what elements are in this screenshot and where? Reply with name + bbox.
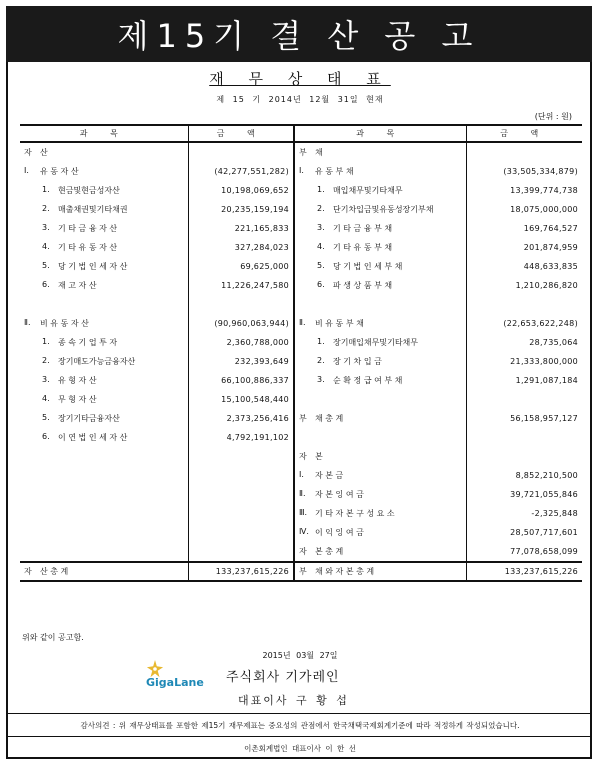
left-amount-cell: [188, 466, 294, 485]
right-item-label: 기 타 금 융 부 채: [333, 224, 393, 233]
right-item-cell: [294, 352, 466, 371]
left-amount-cell: 2,373,256,416: [188, 409, 294, 428]
right-item-mark: 자: [299, 547, 307, 556]
table-row: [20, 523, 582, 542]
left-item-label: 당 기 법 인 세 자 산: [58, 262, 128, 271]
left-item-cell: [20, 390, 188, 409]
right-amount-cell: (33,505,334,879): [503, 167, 578, 176]
right-item-label: 장 기 차 입 금: [333, 357, 382, 366]
table-row: [20, 390, 582, 409]
right-item-cell: [294, 314, 466, 333]
right-item-mark: 1.: [317, 337, 325, 346]
header-item-left: 과 목: [20, 125, 188, 142]
table-row: [20, 504, 582, 523]
left-item-label: 종 속 기 업 투 자: [58, 338, 118, 347]
left-item-label: 산: [40, 148, 48, 157]
left-item-cell: [20, 466, 188, 485]
announcement-date: 2015년 03월 27일: [262, 651, 338, 660]
right-item-cell: [294, 504, 466, 523]
total-left-text: 산 총 계: [40, 567, 69, 576]
left-item-label: 이 연 법 인 세 자 산: [58, 433, 128, 442]
statement-title: 재 무 상 태 표: [209, 70, 391, 88]
left-item-label: 무 형 자 산: [58, 395, 97, 404]
left-item-cell: [20, 333, 188, 352]
left-item-mark: 3.: [42, 375, 50, 384]
table-row: [20, 314, 582, 333]
right-item-label: 유 동 부 채: [315, 167, 354, 176]
left-item-mark: 1.: [42, 337, 50, 346]
right-item-mark: Ⅱ.: [299, 489, 306, 498]
table-row: [20, 200, 582, 219]
right-item-mark: 5.: [317, 261, 325, 270]
right-amount-cell: 13,399,774,738: [510, 186, 578, 195]
left-item-mark: 1.: [42, 185, 50, 194]
left-amount-cell: 20,235,159,194: [188, 200, 294, 219]
right-item-label: 순 확 정 급 여 부 채: [333, 376, 403, 385]
right-item-label: 본 총 계: [315, 547, 344, 556]
unit-label: (단위 : 원): [534, 112, 572, 121]
divider-bottom: [8, 736, 590, 737]
right-item-cell: [294, 447, 466, 466]
right-amount-cell: 28,735,064: [529, 338, 578, 347]
right-item-mark: 3.: [317, 375, 325, 384]
table-row: [20, 142, 582, 162]
right-item-mark: Ⅰ.: [299, 470, 304, 479]
left-amount-cell: [188, 295, 294, 314]
left-item-mark: 3.: [42, 223, 50, 232]
left-item-label: 기 타 금 융 자 산: [58, 224, 118, 233]
right-amount-cell: [466, 447, 582, 466]
right-amount-cell: (22,653,622,248): [503, 319, 578, 328]
total-left-mark: 자: [24, 567, 32, 576]
right-item-mark: 2.: [317, 204, 325, 213]
right-amount-cell: [466, 142, 582, 162]
right-amount-cell: 18,075,000,000: [510, 205, 578, 214]
right-item-label: 자 본 잉 여 금: [315, 490, 364, 499]
right-item-cell: [294, 295, 466, 314]
right-item-cell: [294, 238, 466, 257]
left-item-cell: [20, 504, 188, 523]
right-item-cell: [294, 333, 466, 352]
right-item-cell: [294, 371, 466, 390]
left-amount-cell: [188, 542, 294, 562]
left-item-label: 재 고 자 산: [58, 281, 97, 290]
total-right-value: 133,237,615,226: [466, 562, 582, 581]
table-row: [20, 352, 582, 371]
total-left-label: [20, 562, 188, 581]
right-item-cell: [294, 219, 466, 238]
right-item-cell: [294, 485, 466, 504]
table-row: [20, 238, 582, 257]
left-item-cell: [20, 409, 188, 428]
table-row: [20, 162, 582, 181]
table-row: [20, 181, 582, 200]
right-amount-cell: 8,852,210,500: [515, 471, 578, 480]
left-item-mark: 2.: [42, 204, 50, 213]
company-name: 주식회사 기가레인: [226, 670, 340, 685]
right-item-cell: [294, 409, 466, 428]
right-item-label: 비 유 동 부 채: [315, 319, 364, 328]
left-item-cell: [20, 142, 188, 162]
right-amount-cell: 77,078,658,099: [510, 547, 578, 556]
company-logo: [144, 660, 210, 696]
left-amount-cell: 10,198,069,652: [188, 181, 294, 200]
left-item-label: 기 타 유 동 자 산: [58, 243, 118, 252]
page-title: 제15기 결 산 공 고: [117, 17, 481, 55]
table-row: [20, 485, 582, 504]
left-item-mark: Ⅰ.: [24, 166, 29, 175]
left-item-mark: 5.: [42, 413, 50, 422]
right-item-label: 이 익 잉 여 금: [315, 528, 364, 537]
table-row: [20, 257, 582, 276]
divider-top: [8, 713, 590, 714]
left-item-cell: [20, 181, 188, 200]
left-amount-cell: 66,100,886,337: [188, 371, 294, 390]
table-row: [20, 276, 582, 295]
left-amount-cell: 2,360,788,000: [188, 333, 294, 352]
left-item-label: 매출채권및기타채권: [58, 205, 128, 214]
right-item-label: 기 타 자 본 구 성 요 소: [315, 509, 395, 518]
left-amount-cell: [188, 504, 294, 523]
right-item-cell: [294, 142, 466, 162]
left-item-mark: 6.: [42, 432, 50, 441]
right-amount-cell: 56,158,957,127: [510, 414, 578, 423]
right-item-mark: Ⅲ.: [299, 508, 308, 517]
left-item-cell: [20, 447, 188, 466]
left-item-mark: 6.: [42, 280, 50, 289]
left-item-mark: 자: [24, 148, 32, 157]
right-item-cell: [294, 390, 466, 409]
right-item-mark: Ⅰ.: [299, 166, 304, 175]
left-item-cell: [20, 314, 188, 333]
right-item-mark: 부: [299, 414, 307, 423]
audit-opinion: 감사의견 : 위 재무상태표를 포함한 제15기 재무제표는 중요성의 관점에서 한국채택국제회계기준에 따라 적정하게 작성되었습니다.: [80, 721, 520, 730]
total-right-mark: 부: [299, 567, 307, 576]
left-amount-cell: [188, 447, 294, 466]
right-item-mark: 4.: [317, 242, 325, 251]
left-amount-cell: [188, 523, 294, 542]
left-amount-cell: 15,100,548,440: [188, 390, 294, 409]
table-row: [20, 219, 582, 238]
right-item-mark: 6.: [317, 280, 325, 289]
total-left-value: 133,237,615,226: [188, 562, 294, 581]
right-item-cell: [294, 542, 466, 562]
left-item-cell: [20, 523, 188, 542]
header-amount-right: 금 액: [466, 125, 582, 142]
right-item-label: 채 총 계: [315, 414, 344, 423]
right-amount-cell: [466, 390, 582, 409]
right-amount-cell: [466, 428, 582, 447]
right-amount-cell: 1,210,286,820: [515, 281, 578, 290]
right-amount-cell: [466, 295, 582, 314]
right-item-label: 장기매입채무및기타채무: [333, 338, 419, 347]
left-item-label: 장기매도가능금융자산: [58, 357, 136, 366]
left-amount-cell: [188, 142, 294, 162]
table-row: [20, 371, 582, 390]
left-item-cell: [20, 238, 188, 257]
left-item-label: 장기기타금융자산: [58, 414, 120, 423]
right-item-cell: [294, 200, 466, 219]
right-item-cell: [294, 162, 466, 181]
left-item-label: 비 유 동 자 산: [40, 319, 89, 328]
left-item-cell: [20, 257, 188, 276]
right-item-label: 당 기 법 인 세 부 채: [333, 262, 403, 271]
table-row: [20, 428, 582, 447]
right-amount-cell: 39,721,055,846: [510, 490, 578, 499]
right-item-cell: [294, 276, 466, 295]
left-item-cell: [20, 428, 188, 447]
left-item-cell: [20, 276, 188, 295]
left-item-cell: [20, 371, 188, 390]
header-item-right: 과 목: [294, 125, 466, 142]
left-amount-cell: 327,284,023: [188, 238, 294, 257]
right-item-cell: [294, 257, 466, 276]
table-row: [20, 409, 582, 428]
left-amount-cell: [188, 485, 294, 504]
right-item-mark: Ⅳ.: [299, 527, 309, 536]
header-amount-left: 금 액: [188, 125, 294, 142]
left-item-label: 유 형 자 산: [58, 376, 97, 385]
balance-sheet-table: [20, 124, 582, 582]
right-item-cell: [294, 181, 466, 200]
left-item-cell: [20, 200, 188, 219]
right-item-mark: 1.: [317, 185, 325, 194]
left-item-cell: [20, 352, 188, 371]
right-item-mark: 2.: [317, 356, 325, 365]
period-text: 제 15 기 2014년 12월 31일 현재: [216, 95, 384, 104]
right-item-label: 매입채무및기타채무: [333, 186, 403, 195]
left-item-mark: Ⅱ.: [24, 318, 31, 327]
auditor-name: 이촌회계법인 대표이사 이 한 선: [244, 744, 356, 753]
right-amount-cell: 169,764,527: [523, 224, 578, 233]
table-body: [20, 142, 582, 562]
table-row: [20, 333, 582, 352]
left-item-cell: [20, 219, 188, 238]
table-row: [20, 542, 582, 562]
left-amount-cell: 69,625,000: [188, 257, 294, 276]
right-item-mark: 3.: [317, 223, 325, 232]
right-item-label: 파 생 상 품 부 채: [333, 281, 393, 290]
right-amount-cell: 21,333,800,000: [510, 357, 578, 366]
left-item-label: 현금및현금성자산: [58, 186, 120, 195]
left-amount-cell: 221,165,833: [188, 219, 294, 238]
left-item-cell: [20, 162, 188, 181]
right-amount-cell: 28,507,717,601: [510, 528, 578, 537]
table-row: [20, 295, 582, 314]
right-item-label: 본: [315, 452, 323, 461]
left-item-mark: 4.: [42, 242, 50, 251]
table-row: [20, 447, 582, 466]
table-header-row: [20, 125, 582, 142]
right-item-cell: [294, 523, 466, 542]
left-amount-cell: (90,960,063,944): [188, 314, 294, 333]
left-item-cell: [20, 485, 188, 504]
right-amount-cell: 448,633,835: [523, 262, 578, 271]
left-amount-cell: 11,226,247,580: [188, 276, 294, 295]
table-row: [20, 466, 582, 485]
announcement-note: 위와 같이 공고함.: [22, 633, 84, 642]
left-item-mark: 2.: [42, 356, 50, 365]
left-amount-cell: 4,792,191,102: [188, 428, 294, 447]
total-row: [20, 562, 582, 581]
right-amount-cell: -2,325,848: [531, 509, 578, 518]
right-item-label: 단기차입금및유동성장기부채: [333, 205, 434, 214]
title-banner: [6, 6, 592, 62]
ceo-name: 대표이사 구 황 섭: [238, 694, 349, 707]
right-item-label: 채: [315, 148, 323, 157]
total-right-label: [294, 562, 466, 581]
total-right-text: 채 와 자 본 총 계: [315, 567, 375, 576]
right-item-cell: [294, 428, 466, 447]
right-item-label: 기 타 유 동 부 채: [333, 243, 393, 252]
left-item-label: 유 동 자 산: [40, 167, 79, 176]
right-item-mark: Ⅱ.: [299, 318, 306, 327]
left-amount-cell: (42,277,551,282): [188, 162, 294, 181]
left-item-mark: 4.: [42, 394, 50, 403]
left-item-mark: 5.: [42, 261, 50, 270]
right-amount-cell: 201,874,959: [523, 243, 578, 252]
right-item-label: 자 본 금: [315, 471, 344, 480]
logo-text: GigaLane: [146, 676, 204, 689]
right-amount-cell: 1,291,087,184: [515, 376, 578, 385]
right-item-cell: [294, 466, 466, 485]
left-item-cell: [20, 542, 188, 562]
left-amount-cell: 232,393,649: [188, 352, 294, 371]
right-item-mark: 자: [299, 452, 307, 461]
right-item-mark: 부: [299, 148, 307, 157]
left-item-cell: [20, 295, 188, 314]
